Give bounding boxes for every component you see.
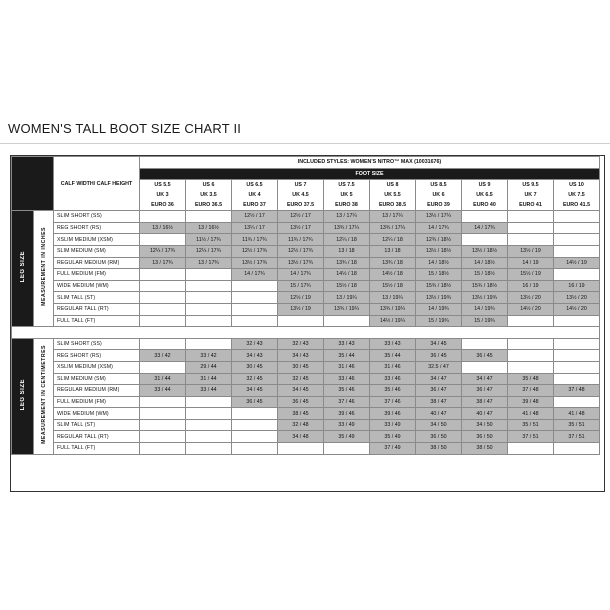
size-cell: 35 / 44 <box>370 350 416 362</box>
size-cell <box>554 211 600 223</box>
size-cell <box>140 315 186 327</box>
size-cell: 36 / 45 <box>278 396 324 408</box>
size-cell <box>140 211 186 223</box>
size-cell: 13 / 17¼ <box>370 211 416 223</box>
size-cell: 36 / 45 <box>232 396 278 408</box>
size-cell: 11¾ / 17¾ <box>278 234 324 246</box>
size-cell <box>186 292 232 304</box>
size-cell: 15 / 17¾ <box>278 280 324 292</box>
size-euro: EURO 40 <box>473 202 496 209</box>
size-cell: 34 / 47 <box>416 373 462 385</box>
size-cell: 13¾ / 17¼ <box>324 222 370 234</box>
size-cell: 34 / 43 <box>232 350 278 362</box>
size-cell <box>186 419 232 431</box>
size-cell: 13½ / 17¼ <box>416 211 462 223</box>
size-cell: 34 / 50 <box>462 419 508 431</box>
size-cell <box>232 292 278 304</box>
size-cell: 37 / 49 <box>370 443 416 455</box>
size-cell: 33 / 44 <box>186 385 232 397</box>
size-cell: 39 / 46 <box>370 408 416 420</box>
size-cell: 32 / 43 <box>232 338 278 350</box>
width-height-label: SLIM TALL (ST) <box>54 292 140 304</box>
width-height-label: FULL TALL (FT) <box>54 315 140 327</box>
cm-row <box>12 396 600 408</box>
size-euro: EURO 36.5 <box>194 202 223 209</box>
width-height-label: SLIM SHORT (SS) <box>54 211 140 223</box>
size-cell <box>324 443 370 455</box>
size-cell: 14½ / 20 <box>554 303 600 315</box>
width-height-label: SLIM TALL (ST) <box>54 419 140 431</box>
title-divider <box>0 143 610 144</box>
size-cell: 30 / 45 <box>232 361 278 373</box>
size-cell: 37 / 51 <box>508 431 554 443</box>
width-height-label: SLIM SHORT (SS) <box>54 338 140 350</box>
size-uk: UK 7.5 <box>568 192 585 199</box>
size-cell: 36 / 45 <box>416 350 462 362</box>
size-cell: 14 / 18½ <box>462 257 508 269</box>
size-cell: 35 / 49 <box>370 431 416 443</box>
size-cell: 35 / 46 <box>324 385 370 397</box>
size-cell <box>554 245 600 257</box>
size-cell <box>140 303 186 315</box>
size-cell: 13 / 19¼ <box>324 292 370 304</box>
size-euro: EURO 39 <box>427 202 450 209</box>
size-cell: 34 / 45 <box>232 385 278 397</box>
size-cell <box>186 338 232 350</box>
size-euro: EURO 38 <box>335 202 358 209</box>
inches-measurement-label <box>34 211 54 327</box>
width-height-label: SLIM MEDIUM (SM) <box>54 373 140 385</box>
leg-size-text: LEG SIZE <box>19 250 26 283</box>
size-cell <box>508 222 554 234</box>
size-us: US 9 <box>478 182 491 189</box>
size-cell <box>278 443 324 455</box>
size-cell: 13 / 18 <box>370 245 416 257</box>
size-cell: 14 / 19 <box>508 257 554 269</box>
size-cell <box>554 361 600 373</box>
size-cell <box>508 315 554 327</box>
size-cell: 12¼ / 17¾ <box>186 245 232 257</box>
width-height-label: FULL MEDIUM (FM) <box>54 269 140 281</box>
inches-row <box>12 257 600 269</box>
size-cell: 13½ / 20 <box>508 292 554 304</box>
cm-row <box>12 443 600 455</box>
size-cell: 32 / 45 <box>278 373 324 385</box>
size-cell: 39 / 48 <box>508 396 554 408</box>
size-cell: 33 / 46 <box>370 373 416 385</box>
inches-row <box>12 315 600 327</box>
leg-size-label <box>12 338 34 454</box>
size-cell <box>554 234 600 246</box>
size-cell: 16 / 19 <box>554 280 600 292</box>
size-cell <box>508 338 554 350</box>
size-cell: 32 / 43 <box>278 338 324 350</box>
size-cell: 12½ / 17 <box>278 211 324 223</box>
size-cell <box>508 350 554 362</box>
size-cell <box>554 315 600 327</box>
size-cell: 41 / 48 <box>554 408 600 420</box>
size-cell: 35 / 48 <box>508 373 554 385</box>
size-cell: 35 / 46 <box>370 385 416 397</box>
size-cell <box>186 211 232 223</box>
size-cell <box>232 280 278 292</box>
size-cell: 14 / 17¾ <box>278 269 324 281</box>
inches-row <box>12 211 600 223</box>
size-cell <box>462 338 508 350</box>
size-cell: 13¾ / 19¼ <box>324 303 370 315</box>
size-us: US 10 <box>569 182 584 189</box>
size-euro: EURO 41.5 <box>562 202 591 209</box>
size-uk: UK 3.5 <box>200 192 217 199</box>
size-cell: 32.5 / 47 <box>416 361 462 373</box>
size-grid <box>11 156 600 455</box>
size-cell <box>140 443 186 455</box>
size-cell: 13½ / 17¾ <box>278 257 324 269</box>
size-cell: 14½ / 19 <box>554 257 600 269</box>
size-cell: 13½ / 19 <box>278 303 324 315</box>
width-height-label: REGULAR MEDIUM (RM) <box>54 385 140 397</box>
size-cell <box>140 234 186 246</box>
size-cell <box>140 269 186 281</box>
size-chart-table <box>10 155 605 492</box>
size-cell: 14½ / 18 <box>370 269 416 281</box>
size-header <box>140 180 186 211</box>
cm-row <box>12 419 600 431</box>
size-cell: 14½ / 19¼ <box>370 315 416 327</box>
size-cell <box>186 280 232 292</box>
size-uk: UK 4 <box>248 192 261 199</box>
size-euro: EURO 37.5 <box>286 202 315 209</box>
header-blank <box>12 157 54 211</box>
measurement-text: MEASUREMENT IN CENTIMETRES <box>40 344 47 444</box>
size-cell <box>554 373 600 385</box>
size-cell: 33 / 43 <box>370 338 416 350</box>
size-cell: 13½ / 18½ <box>462 245 508 257</box>
size-us: US 6 <box>202 182 215 189</box>
width-height-label: WIDE MEDIUM (WM) <box>54 280 140 292</box>
size-cell: 15 / 19¾ <box>462 315 508 327</box>
size-cell: 15 / 18½ <box>416 269 462 281</box>
inches-row <box>12 234 600 246</box>
cm-row <box>12 385 600 397</box>
cm-row <box>12 408 600 420</box>
size-cell: 12½ / 17¾ <box>232 245 278 257</box>
size-cell: 15 / 18½ <box>462 269 508 281</box>
size-cell <box>554 222 600 234</box>
size-us: US 9.5 <box>522 182 539 189</box>
size-uk: UK 6.5 <box>476 192 493 199</box>
cm-row <box>12 350 600 362</box>
size-cell: 13 / 16½ <box>186 222 232 234</box>
size-cell: 14 / 19¾ <box>416 303 462 315</box>
size-cell <box>554 269 600 281</box>
size-cell: 13½ / 17¾ <box>232 257 278 269</box>
size-cell: 13¾ / 19¼ <box>370 303 416 315</box>
size-cell: 14 / 17¾ <box>416 222 462 234</box>
inches-row <box>12 292 600 304</box>
size-cell <box>140 408 186 420</box>
size-cell: 12½ / 17¾ <box>278 245 324 257</box>
size-cell: 35 / 44 <box>324 350 370 362</box>
size-cell: 13¼ / 17 <box>232 222 278 234</box>
size-cell: 33 / 46 <box>324 373 370 385</box>
size-cell: 13½ / 17 <box>278 222 324 234</box>
size-cell <box>508 361 554 373</box>
size-cell: 37 / 48 <box>508 385 554 397</box>
size-cell: 15 / 19¾ <box>416 315 462 327</box>
size-cell: 31 / 44 <box>140 373 186 385</box>
size-cell: 29 / 44 <box>186 361 232 373</box>
cm-row <box>12 361 600 373</box>
size-cell <box>186 443 232 455</box>
size-cell <box>554 338 600 350</box>
size-cell <box>232 408 278 420</box>
size-cell: 38 / 47 <box>416 396 462 408</box>
size-cell: 31 / 46 <box>324 361 370 373</box>
size-cell: 13 / 18 <box>324 245 370 257</box>
size-cell: 13¾ / 18 <box>324 257 370 269</box>
size-cell: 33 / 49 <box>370 419 416 431</box>
inches-row <box>12 222 600 234</box>
size-cell: 36 / 50 <box>416 431 462 443</box>
header-row-styles <box>12 157 600 169</box>
size-cell <box>462 234 508 246</box>
size-header <box>508 180 554 211</box>
size-cell <box>186 396 232 408</box>
size-cell: 13½ / 19¾ <box>416 292 462 304</box>
size-cell: 15¾ / 18½ <box>462 280 508 292</box>
size-cell: 13 / 17¼ <box>324 211 370 223</box>
size-cell: 36 / 47 <box>462 385 508 397</box>
size-us: US 7 <box>294 182 307 189</box>
size-cell: 32 / 48 <box>278 419 324 431</box>
size-cell <box>508 234 554 246</box>
size-cell: 13 / 16½ <box>140 222 186 234</box>
size-cell: 15½ / 18 <box>370 280 416 292</box>
size-cell: 11½ / 17¾ <box>186 234 232 246</box>
size-cell <box>462 361 508 373</box>
size-us: US 5.5 <box>154 182 171 189</box>
width-height-label: FULL MEDIUM (FM) <box>54 396 140 408</box>
size-cell: 15½ / 19 <box>508 269 554 281</box>
size-cell: 12½ / 19 <box>278 292 324 304</box>
size-cell: 38 / 50 <box>416 443 462 455</box>
size-cell: 33 / 42 <box>140 350 186 362</box>
size-cell <box>186 269 232 281</box>
size-cell: 15¾ / 18½ <box>416 280 462 292</box>
size-us: US 6.5 <box>246 182 263 189</box>
leg-size-text: LEG SIZE <box>19 378 26 410</box>
measurement-text: MEASUREMENT IN INCHES <box>40 227 47 307</box>
size-cell: 12¼ / 17¾ <box>140 245 186 257</box>
size-cell: 15½ / 18 <box>324 280 370 292</box>
section-gap-cell <box>12 327 600 339</box>
size-cell: 30 / 45 <box>278 361 324 373</box>
size-uk: UK 7 <box>524 192 537 199</box>
size-cell: 16 / 19 <box>508 280 554 292</box>
size-cell: 12¼ / 18 <box>324 234 370 246</box>
size-cell <box>140 292 186 304</box>
size-cell: 37 / 46 <box>370 396 416 408</box>
size-cell <box>140 338 186 350</box>
size-cell: 34 / 48 <box>278 431 324 443</box>
page-title: WOMEN'S TALL BOOT SIZE CHART II <box>8 121 242 136</box>
size-cell: 14 / 17¾ <box>462 222 508 234</box>
size-cell: 38 / 45 <box>278 408 324 420</box>
cm-row <box>12 338 600 350</box>
size-euro: EURO 38.5 <box>378 202 407 209</box>
size-cell <box>508 211 554 223</box>
size-cell: 12¾ / 18½ <box>416 234 462 246</box>
size-cell: 35 / 51 <box>508 419 554 431</box>
calf-width-height-header: CALF WIDTH/ CALF HEIGHT <box>54 157 140 211</box>
size-cell: 13¾ / 17¼ <box>370 222 416 234</box>
leg-size-label <box>12 211 34 327</box>
size-us: US 8 <box>386 182 399 189</box>
cm-measurement-label <box>34 338 54 454</box>
size-cell: 13 / 19¼ <box>370 292 416 304</box>
width-height-label: REG SHORT (RS) <box>54 350 140 362</box>
size-cell: 31 / 44 <box>186 373 232 385</box>
inches-row <box>12 303 600 315</box>
size-cell <box>462 211 508 223</box>
size-cell <box>140 396 186 408</box>
size-cell <box>232 431 278 443</box>
size-cell <box>554 350 600 362</box>
size-cell <box>232 443 278 455</box>
size-cell: 14 / 17¾ <box>232 269 278 281</box>
size-euro: EURO 41 <box>519 202 542 209</box>
size-cell: 34 / 45 <box>278 385 324 397</box>
size-cell: 40 / 47 <box>462 408 508 420</box>
inches-row <box>12 280 600 292</box>
width-height-label: XSLIM MEDIUM (XSM) <box>54 361 140 373</box>
width-height-label: REGULAR TALL (RT) <box>54 431 140 443</box>
width-height-label: REGULAR MEDIUM (RM) <box>54 257 140 269</box>
size-cell: 14½ / 20 <box>508 303 554 315</box>
size-header <box>462 180 508 211</box>
size-cell: 12¼ / 18 <box>370 234 416 246</box>
included-styles: INCLUDED STYLES: WOMEN'S NITRO™ MAX (10031676) <box>140 157 600 169</box>
size-cell: 32 / 45 <box>232 373 278 385</box>
size-cell <box>140 431 186 443</box>
size-cell: 38 / 47 <box>462 396 508 408</box>
size-header <box>278 180 324 211</box>
size-cell: 14 / 19¾ <box>462 303 508 315</box>
size-cell: 13 / 17¾ <box>186 257 232 269</box>
size-cell: 38 / 50 <box>462 443 508 455</box>
size-cell: 37 / 48 <box>554 385 600 397</box>
size-cell: 40 / 47 <box>416 408 462 420</box>
size-uk: UK 4.5 <box>292 192 309 199</box>
size-cell <box>186 303 232 315</box>
size-cell: 14 / 18½ <box>416 257 462 269</box>
size-cell: 34 / 50 <box>416 419 462 431</box>
section-gap <box>12 327 600 339</box>
size-cell: 37 / 51 <box>554 431 600 443</box>
size-us: US 7.5 <box>338 182 355 189</box>
size-cell: 13½ / 20 <box>554 292 600 304</box>
size-header <box>554 180 600 211</box>
width-height-label: FULL TALL (FT) <box>54 443 140 455</box>
size-cell: 11¾ / 17¾ <box>232 234 278 246</box>
size-cell: 33 / 42 <box>186 350 232 362</box>
size-cell: 31 / 46 <box>370 361 416 373</box>
size-us: US 8.5 <box>430 182 447 189</box>
inches-row <box>12 269 600 281</box>
inches-row <box>12 245 600 257</box>
size-uk: UK 6 <box>432 192 445 199</box>
size-cell <box>508 443 554 455</box>
size-header <box>370 180 416 211</box>
width-height-label: REG SHORT (RS) <box>54 222 140 234</box>
size-header <box>324 180 370 211</box>
size-cell: 14½ / 18 <box>324 269 370 281</box>
size-header <box>416 180 462 211</box>
width-height-label: SLIM MEDIUM (SM) <box>54 245 140 257</box>
size-cell: 34 / 45 <box>416 338 462 350</box>
width-height-label: WIDE MEDIUM (WM) <box>54 408 140 420</box>
size-cell <box>554 443 600 455</box>
size-cell <box>186 431 232 443</box>
size-header <box>232 180 278 211</box>
size-cell: 12½ / 17 <box>232 211 278 223</box>
size-cell: 35 / 51 <box>554 419 600 431</box>
size-uk: UK 3 <box>156 192 169 199</box>
size-euro: EURO 37 <box>243 202 266 209</box>
size-uk: UK 5.5 <box>384 192 401 199</box>
size-cell: 36 / 47 <box>416 385 462 397</box>
size-uk: UK 5 <box>340 192 353 199</box>
size-cell: 37 / 46 <box>324 396 370 408</box>
cm-row <box>12 431 600 443</box>
size-cell: 33 / 49 <box>324 419 370 431</box>
size-cell: 33 / 44 <box>140 385 186 397</box>
size-cell <box>140 361 186 373</box>
size-header <box>186 180 232 211</box>
size-cell: 13½ / 19¾ <box>462 292 508 304</box>
size-cell <box>232 303 278 315</box>
size-cell <box>278 315 324 327</box>
size-cell: 13¾ / 18 <box>370 257 416 269</box>
size-cell <box>324 315 370 327</box>
size-cell <box>554 396 600 408</box>
size-cell: 35 / 49 <box>324 431 370 443</box>
size-cell <box>232 315 278 327</box>
size-cell: 39 / 46 <box>324 408 370 420</box>
size-cell <box>186 315 232 327</box>
size-cell: 36 / 50 <box>462 431 508 443</box>
width-height-label: XSLIM MEDIUM (XSM) <box>54 234 140 246</box>
width-height-label: REGULAR TALL (RT) <box>54 303 140 315</box>
size-cell: 34 / 47 <box>462 373 508 385</box>
size-cell: 13½ / 19 <box>508 245 554 257</box>
size-cell: 36 / 45 <box>462 350 508 362</box>
size-cell <box>232 419 278 431</box>
size-cell: 13½ / 18½ <box>416 245 462 257</box>
size-cell: 41 / 48 <box>508 408 554 420</box>
size-cell <box>140 280 186 292</box>
size-euro: EURO 36 <box>151 202 174 209</box>
cm-row <box>12 373 600 385</box>
size-cell: 33 / 43 <box>324 338 370 350</box>
size-cell <box>186 408 232 420</box>
size-cell: 13 / 17¾ <box>140 257 186 269</box>
foot-size-header: FOOT SIZE <box>140 168 600 180</box>
size-cell: 34 / 43 <box>278 350 324 362</box>
size-cell <box>140 419 186 431</box>
